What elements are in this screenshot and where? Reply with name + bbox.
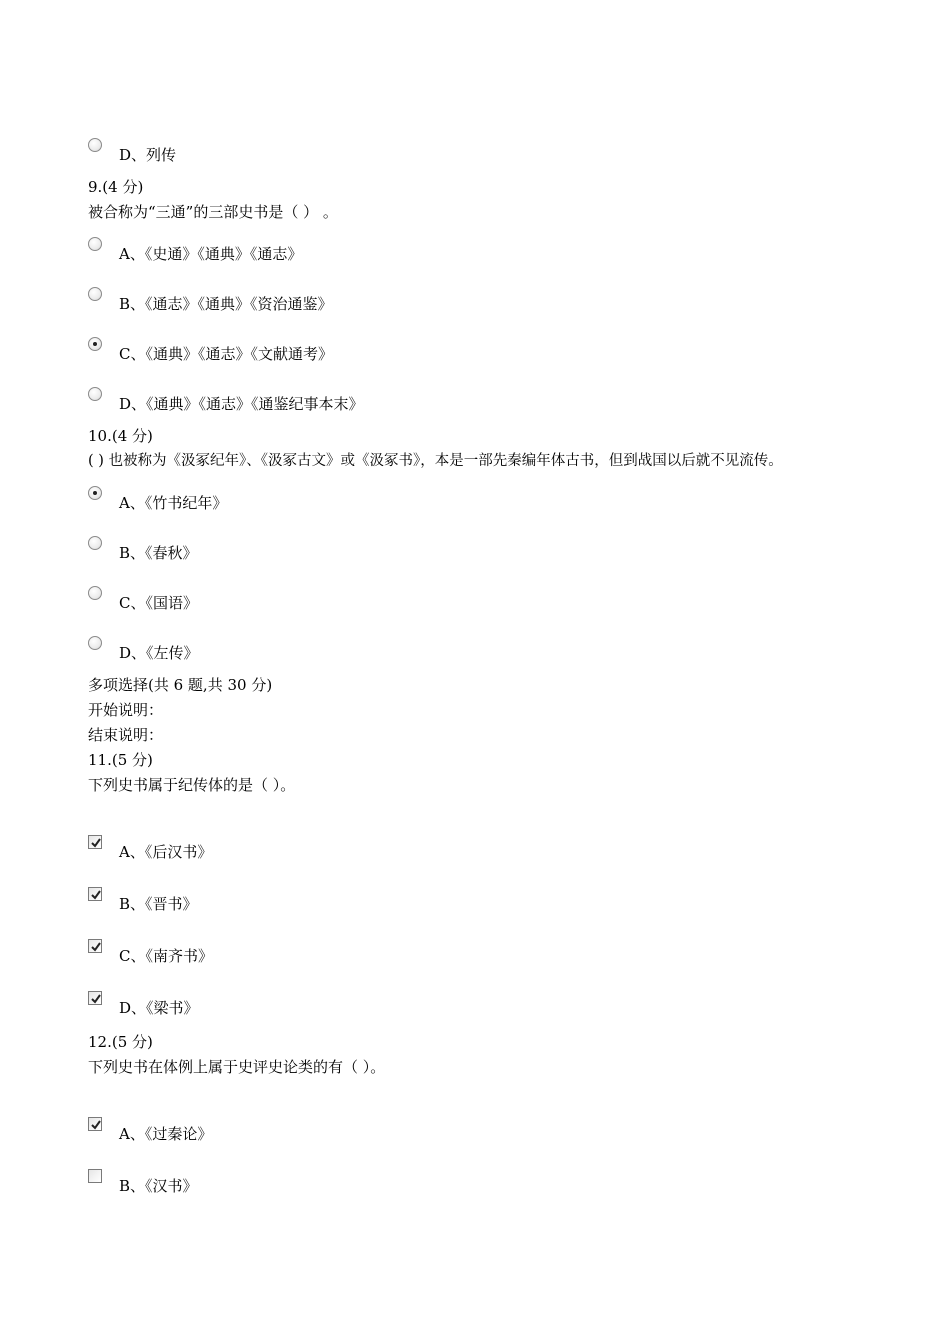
option-label: D、列传 (119, 146, 177, 164)
section-end-note: 结束说明： (88, 726, 164, 744)
radio-button-selected[interactable] (88, 486, 102, 500)
question-header: 12.(5 分) (88, 1033, 153, 1051)
checkbox-unchecked[interactable] (88, 1169, 102, 1183)
option-label: B、《晋书》 (119, 895, 198, 913)
checkmark-icon (90, 837, 102, 849)
question-prompt: 下列史书在体例上属于史评史论类的有（ ）。 (88, 1058, 386, 1076)
option-label: A、《史通》《通典》《通志》 (119, 245, 303, 263)
radio-button[interactable] (88, 138, 102, 152)
section-title: 多项选择(共 6 题,共 30 分) (88, 676, 273, 694)
radio-button[interactable] (88, 287, 102, 301)
checkmark-icon (90, 1119, 102, 1131)
checkmark-icon (90, 993, 102, 1005)
question-prompt: 被合称为“三通”的三部史书是（ ） 。 (88, 203, 338, 221)
checkmark-icon (90, 941, 102, 953)
radio-dot-icon (93, 342, 97, 346)
question-header: 10.(4 分) (88, 427, 153, 445)
option-label: C、《通典》《通志》《文献通考》 (119, 345, 333, 363)
radio-button[interactable] (88, 586, 102, 600)
option-label: A、《竹书纪年》 (119, 494, 228, 512)
checkbox-checked[interactable] (88, 991, 102, 1005)
question-header: 11.(5 分) (88, 751, 153, 769)
radio-button[interactable] (88, 636, 102, 650)
checkbox-checked[interactable] (88, 1117, 102, 1131)
radio-button[interactable] (88, 536, 102, 550)
radio-button[interactable] (88, 237, 102, 251)
option-label: A、《后汉书》 (119, 843, 213, 861)
radio-button-selected[interactable] (88, 337, 102, 351)
question-prompt: ( ) 也被称为《汲冢纪年》、《汲冢古文》或《汲冢书》，本是一部先秦编年体古书，但到战国以后就不见流传。 (88, 453, 783, 469)
radio-button[interactable] (88, 387, 102, 401)
checkmark-icon (90, 889, 102, 901)
section-start-note: 开始说明： (88, 701, 164, 719)
option-label: D、《梁书》 (119, 999, 199, 1017)
question-prompt: 下列史书属于纪传体的是（ ）。 (88, 776, 296, 794)
checkbox-checked[interactable] (88, 887, 102, 901)
checkbox-checked[interactable] (88, 835, 102, 849)
option-label: D、《左传》 (119, 644, 199, 662)
option-label: A、《过秦论》 (119, 1125, 213, 1143)
option-label: C、《南齐书》 (119, 947, 213, 965)
option-label: B、《通志》《通典》《资治通鉴》 (119, 295, 333, 313)
option-label: B、《春秋》 (119, 544, 198, 562)
option-label: C、《国语》 (119, 594, 198, 612)
checkbox-checked[interactable] (88, 939, 102, 953)
option-label: D、《通典》《通志》《通鉴纪事本末》 (119, 395, 364, 413)
radio-dot-icon (93, 491, 97, 495)
question-header: 9.(4 分) (88, 178, 144, 196)
option-label: B、《汉书》 (119, 1177, 198, 1195)
